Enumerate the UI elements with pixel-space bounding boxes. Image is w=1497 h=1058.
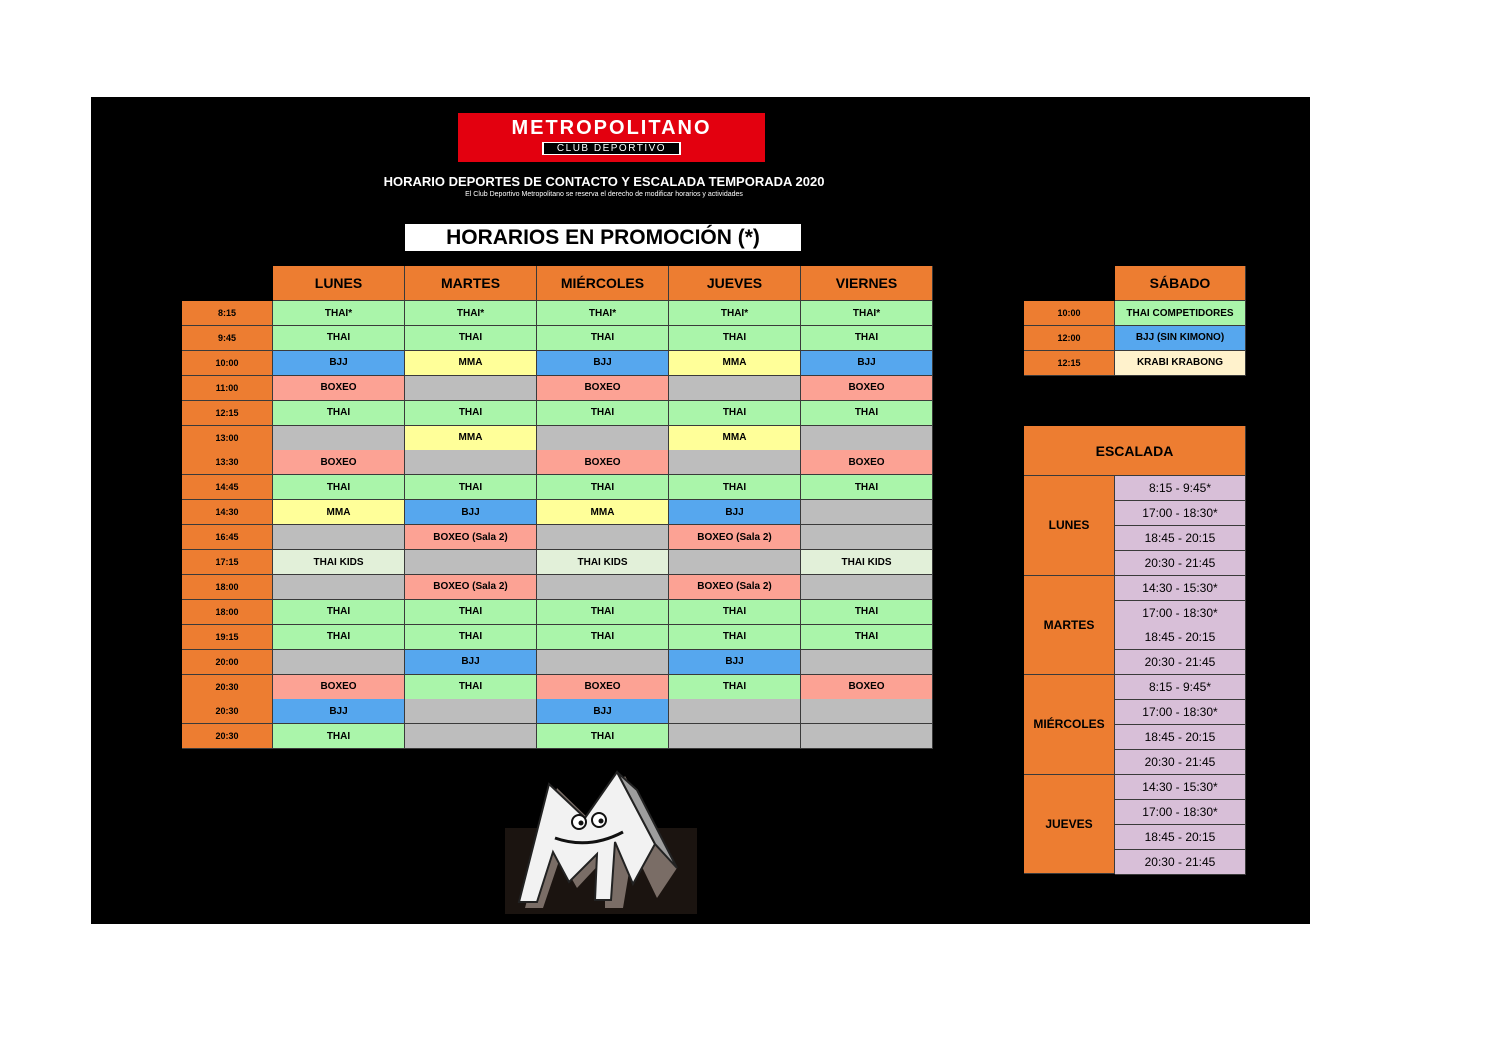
class-cell: THAI (273, 600, 405, 625)
class-cell (537, 426, 669, 451)
escalada-slot-cell: 17:00 - 18:30* (1115, 601, 1246, 626)
time-cell: 13:00 (182, 426, 273, 451)
class-cell: BOXEO (Sala 2) (405, 575, 537, 600)
class-cell: MMA (669, 426, 801, 451)
class-cell: BJJ (669, 500, 801, 525)
class-cell: MMA (537, 500, 669, 525)
class-cell: THAI (537, 625, 669, 650)
saturday-header: SÁBADO (1115, 266, 1246, 301)
page-title: HORARIO DEPORTES DE CONTACTO Y ESCALADA TEMPORADA 2020 (383, 174, 825, 189)
class-cell (273, 650, 405, 675)
logo-subtitle-box (542, 142, 681, 155)
class-cell (669, 699, 801, 724)
class-cell (801, 500, 933, 525)
class-cell: BOXEO (Sala 2) (669, 575, 801, 600)
class-cell (273, 575, 405, 600)
logo-subtitle: CLUB DEPORTIVO (544, 143, 679, 154)
escalada-header: ESCALADA (1024, 426, 1246, 476)
class-cell: THAI (669, 401, 801, 426)
escalada-day-cell: MARTES (1024, 576, 1115, 676)
escalada-slot-cell: 20:30 - 21:45 (1115, 850, 1246, 875)
class-cell: MMA (405, 351, 537, 376)
class-cell: BOXEO (801, 675, 933, 700)
day-header: LUNES (273, 266, 405, 301)
time-cell: 13:30 (182, 450, 273, 475)
class-cell: MMA (405, 426, 537, 451)
escalada-slot-cell: 20:30 - 21:45 (1115, 750, 1246, 775)
class-cell: BOXEO (Sala 2) (405, 525, 537, 550)
escalada-slot-cell: 17:00 - 18:30* (1115, 800, 1246, 825)
escalada-slot-cell: 20:30 - 21:45 (1115, 551, 1246, 576)
class-cell: BOXEO (273, 376, 405, 401)
class-cell: BJJ (537, 351, 669, 376)
time-cell: 20:30 (182, 699, 273, 724)
saturday-time-cell: 12:15 (1024, 351, 1115, 376)
class-cell: THAI KIDS (273, 550, 405, 575)
saturday-class-cell: BJJ (SIN KIMONO) (1115, 326, 1246, 351)
class-cell (273, 426, 405, 451)
class-cell: THAI (669, 475, 801, 500)
escalada-day-cell: JUEVES (1024, 775, 1115, 875)
class-cell (801, 699, 933, 724)
class-cell: BOXEO (537, 675, 669, 700)
escalada-slot-cell: 8:15 - 9:45* (1115, 675, 1246, 700)
class-cell: THAI (273, 724, 405, 749)
class-cell (537, 650, 669, 675)
time-cell: 14:30 (182, 500, 273, 525)
time-cell: 12:15 (182, 401, 273, 426)
class-cell: MMA (273, 500, 405, 525)
escalada-slot-cell: 18:45 - 20:15 (1115, 725, 1246, 750)
escalada-slot-cell: 18:45 - 20:15 (1115, 825, 1246, 850)
time-cell: 11:00 (182, 376, 273, 401)
class-cell: THAI (537, 600, 669, 625)
escalada-slot-cell: 20:30 - 21:45 (1115, 650, 1246, 675)
class-cell (801, 724, 933, 749)
class-cell (537, 525, 669, 550)
class-cell: BOXEO (801, 450, 933, 475)
saturday-class-cell: THAI COMPETIDORES (1115, 301, 1246, 326)
escalada-day-cell: MIÉRCOLES (1024, 675, 1115, 775)
class-cell: THAI (405, 675, 537, 700)
day-header: MIÉRCOLES (537, 266, 669, 301)
class-cell: BOXEO (537, 450, 669, 475)
class-cell: THAI (537, 475, 669, 500)
m-letter-mascot-icon (505, 768, 697, 914)
class-cell: THAI* (537, 301, 669, 326)
class-cell: THAI (273, 625, 405, 650)
class-cell: BJJ (669, 650, 801, 675)
time-cell: 14:45 (182, 475, 273, 500)
day-header: JUEVES (669, 266, 801, 301)
class-cell: THAI (801, 625, 933, 650)
time-cell: 20:00 (182, 650, 273, 675)
class-cell: MMA (669, 351, 801, 376)
class-cell: THAI* (801, 301, 933, 326)
escalada-slot-cell: 8:15 - 9:45* (1115, 476, 1246, 501)
class-cell: BJJ (405, 500, 537, 525)
time-cell: 10:00 (182, 351, 273, 376)
escalada-day-cell: LUNES (1024, 476, 1115, 576)
time-cell: 18:00 (182, 575, 273, 600)
day-header: MARTES (405, 266, 537, 301)
time-cell: 17:15 (182, 550, 273, 575)
class-cell: THAI (669, 625, 801, 650)
class-cell: THAI (537, 326, 669, 351)
class-cell: BJJ (273, 699, 405, 724)
class-cell (801, 575, 933, 600)
time-cell: 19:15 (182, 625, 273, 650)
class-cell: BOXEO (537, 376, 669, 401)
class-cell: BJJ (405, 650, 537, 675)
class-cell: THAI KIDS (537, 550, 669, 575)
class-cell: BJJ (537, 699, 669, 724)
class-cell: BOXEO (801, 376, 933, 401)
class-cell (801, 426, 933, 451)
class-cell: THAI (669, 600, 801, 625)
class-cell: THAI (801, 475, 933, 500)
time-cell: 8:15 (182, 301, 273, 326)
class-cell (405, 550, 537, 575)
class-cell (405, 376, 537, 401)
class-cell: THAI* (273, 301, 405, 326)
class-cell (537, 575, 669, 600)
class-cell: THAI (669, 326, 801, 351)
class-cell: THAI (801, 326, 933, 351)
class-cell: THAI (801, 600, 933, 625)
class-cell: BOXEO (273, 675, 405, 700)
logo-brand: METROPOLITANO (511, 117, 712, 139)
time-cell: 9:45 (182, 326, 273, 351)
class-cell: THAI (405, 600, 537, 625)
class-cell: BJJ (801, 351, 933, 376)
class-cell (405, 450, 537, 475)
class-cell (801, 650, 933, 675)
class-cell (669, 376, 801, 401)
escalada-slot-cell: 17:00 - 18:30* (1115, 700, 1246, 725)
class-cell (273, 525, 405, 550)
saturday-time-cell: 12:00 (1024, 326, 1115, 351)
day-header: VIERNES (801, 266, 933, 301)
class-cell: THAI (669, 675, 801, 700)
escalada-slot-cell: 18:45 - 20:15 (1115, 625, 1246, 650)
class-cell: THAI (537, 724, 669, 749)
class-cell (405, 724, 537, 749)
class-cell: THAI* (669, 301, 801, 326)
class-cell: THAI (405, 326, 537, 351)
escalada-slot-cell: 17:00 - 18:30* (1115, 501, 1246, 526)
disclaimer-text: El Club Deportivo Metropolitano se reserva el derecho de modificar horarios y actividades (465, 191, 743, 198)
class-cell: THAI (801, 401, 933, 426)
saturday-class-cell: KRABI KRABONG (1115, 351, 1246, 376)
class-cell (669, 724, 801, 749)
class-cell: THAI KIDS (801, 550, 933, 575)
class-cell: THAI (405, 625, 537, 650)
class-cell: BOXEO (273, 450, 405, 475)
club-logo (458, 113, 765, 162)
class-cell: BJJ (273, 351, 405, 376)
class-cell: THAI (273, 401, 405, 426)
class-cell (405, 699, 537, 724)
escalada-slot-cell: 14:30 - 15:30* (1115, 576, 1246, 601)
class-cell: THAI (273, 326, 405, 351)
class-cell: THAI (537, 401, 669, 426)
class-cell: THAI (405, 475, 537, 500)
escalada-slot-cell: 14:30 - 15:30* (1115, 775, 1246, 800)
class-cell: BOXEO (Sala 2) (669, 525, 801, 550)
class-cell (669, 450, 801, 475)
escalada-slot-cell: 18:45 - 20:15 (1115, 526, 1246, 551)
time-cell: 20:30 (182, 675, 273, 700)
class-cell: THAI (405, 401, 537, 426)
class-cell (669, 550, 801, 575)
class-cell: THAI* (405, 301, 537, 326)
class-cell (801, 525, 933, 550)
time-cell: 16:45 (182, 525, 273, 550)
promo-banner: HORARIOS EN PROMOCIÓN (*) (405, 224, 801, 251)
time-cell: 20:30 (182, 724, 273, 749)
saturday-time-cell: 10:00 (1024, 301, 1115, 326)
class-cell: THAI (273, 475, 405, 500)
time-cell: 18:00 (182, 600, 273, 625)
